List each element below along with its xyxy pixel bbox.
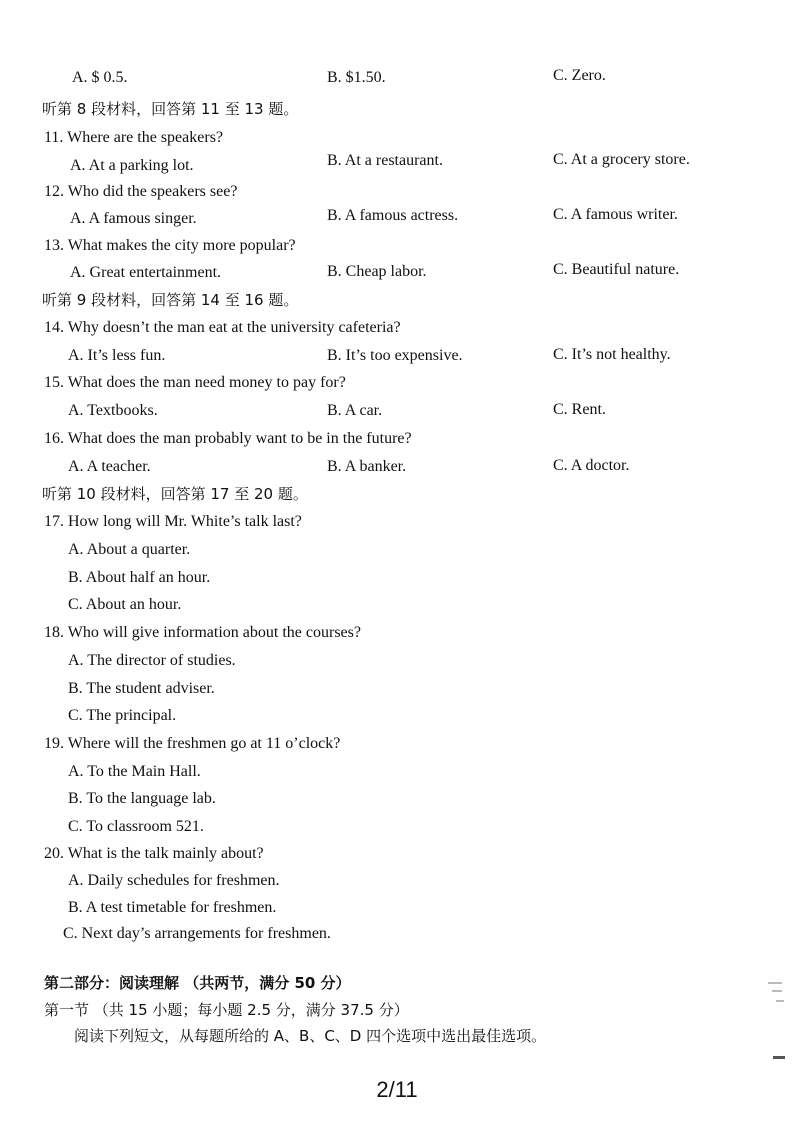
scan-mark — [773, 1056, 785, 1059]
option-a: A. To the Main Hall. — [68, 763, 201, 780]
scan-mark — [772, 990, 782, 992]
option-a: A. A famous singer. — [70, 210, 197, 227]
section-title: 第一节 （共 15 小题；每小题 2.5 分，满分 37.5 分） — [44, 1001, 409, 1019]
option-a: A. It’s less fun. — [68, 347, 166, 364]
question-20: 20. What is the talk mainly about? — [44, 845, 264, 862]
option-b: B. It’s too expensive. — [327, 347, 463, 364]
option-c: C. A famous writer. — [553, 206, 678, 223]
option-b: B. A test timetable for freshmen. — [68, 899, 277, 916]
option-a: A. The director of studies. — [68, 652, 236, 669]
question-19: 19. Where will the freshmen go at 11 o’clock? — [44, 735, 341, 752]
scan-mark — [768, 982, 782, 984]
option-b: B. $1.50. — [327, 69, 386, 86]
option-a: A. Great entertainment. — [70, 264, 222, 281]
option-b: B. The student adviser. — [68, 680, 215, 697]
option-b: B. At a restaurant. — [327, 152, 443, 169]
instruction-text: 阅读下列短文，从每题所给的 A、B、C、D 四个选项中选出最佳选项。 — [74, 1027, 547, 1045]
section-heading: 听第 8 段材料，回答第 11 至 13 题。 — [42, 100, 299, 118]
option-b: B. A banker. — [327, 458, 407, 475]
option-c: C. About an hour. — [68, 596, 182, 613]
option-c: C. The principal. — [68, 707, 177, 724]
question-18: 18. Who will give information about the courses? — [44, 624, 361, 641]
question-13: 13. What makes the city more popular? — [44, 237, 296, 254]
page-number: 2/11 — [376, 1077, 418, 1102]
question-14: 14. Why doesn’t the man eat at the university cafeteria? — [44, 319, 401, 336]
option-c: C. A doctor. — [553, 457, 630, 474]
option-a: A. At a parking lot. — [70, 157, 194, 174]
option-b: B. About half an hour. — [68, 569, 211, 586]
option-c: C. It’s not healthy. — [553, 346, 671, 363]
question-11: 11. Where are the speakers? — [44, 129, 224, 146]
option-c: C. To classroom 521. — [68, 818, 204, 835]
option-a: A. A teacher. — [68, 458, 151, 475]
scan-mark — [776, 1000, 784, 1002]
option-c: C. Zero. — [553, 67, 606, 84]
question-16: 16. What does the man probably want to be in the future? — [44, 430, 412, 447]
option-a: A. Textbooks. — [68, 402, 158, 419]
question-12: 12. Who did the speakers see? — [44, 183, 238, 200]
section-heading: 听第 9 段材料，回答第 14 至 16 题。 — [42, 291, 299, 309]
section-heading: 听第 10 段材料，回答第 17 至 20 题。 — [42, 485, 308, 503]
option-b: B. To the language lab. — [68, 790, 216, 807]
option-a: A. About a quarter. — [68, 541, 191, 558]
question-17: 17. How long will Mr. White’s talk last? — [44, 513, 302, 530]
part-title: 第二部分：阅读理解 （共两节，满分 50 分） — [44, 974, 351, 992]
question-15: 15. What does the man need money to pay for? — [44, 374, 346, 391]
option-b: B. Cheap labor. — [327, 263, 427, 280]
option-b: B. A famous actress. — [327, 207, 459, 224]
option-c: C. At a grocery store. — [553, 151, 690, 168]
option-a: A. Daily schedules for freshmen. — [68, 872, 280, 889]
option-c: C. Rent. — [553, 401, 606, 418]
option-b: B. A car. — [327, 402, 383, 419]
option-a: A. $ 0.5. — [72, 69, 128, 86]
option-c: C. Next day’s arrangements for freshmen. — [63, 925, 331, 942]
option-c: C. Beautiful nature. — [553, 261, 680, 278]
